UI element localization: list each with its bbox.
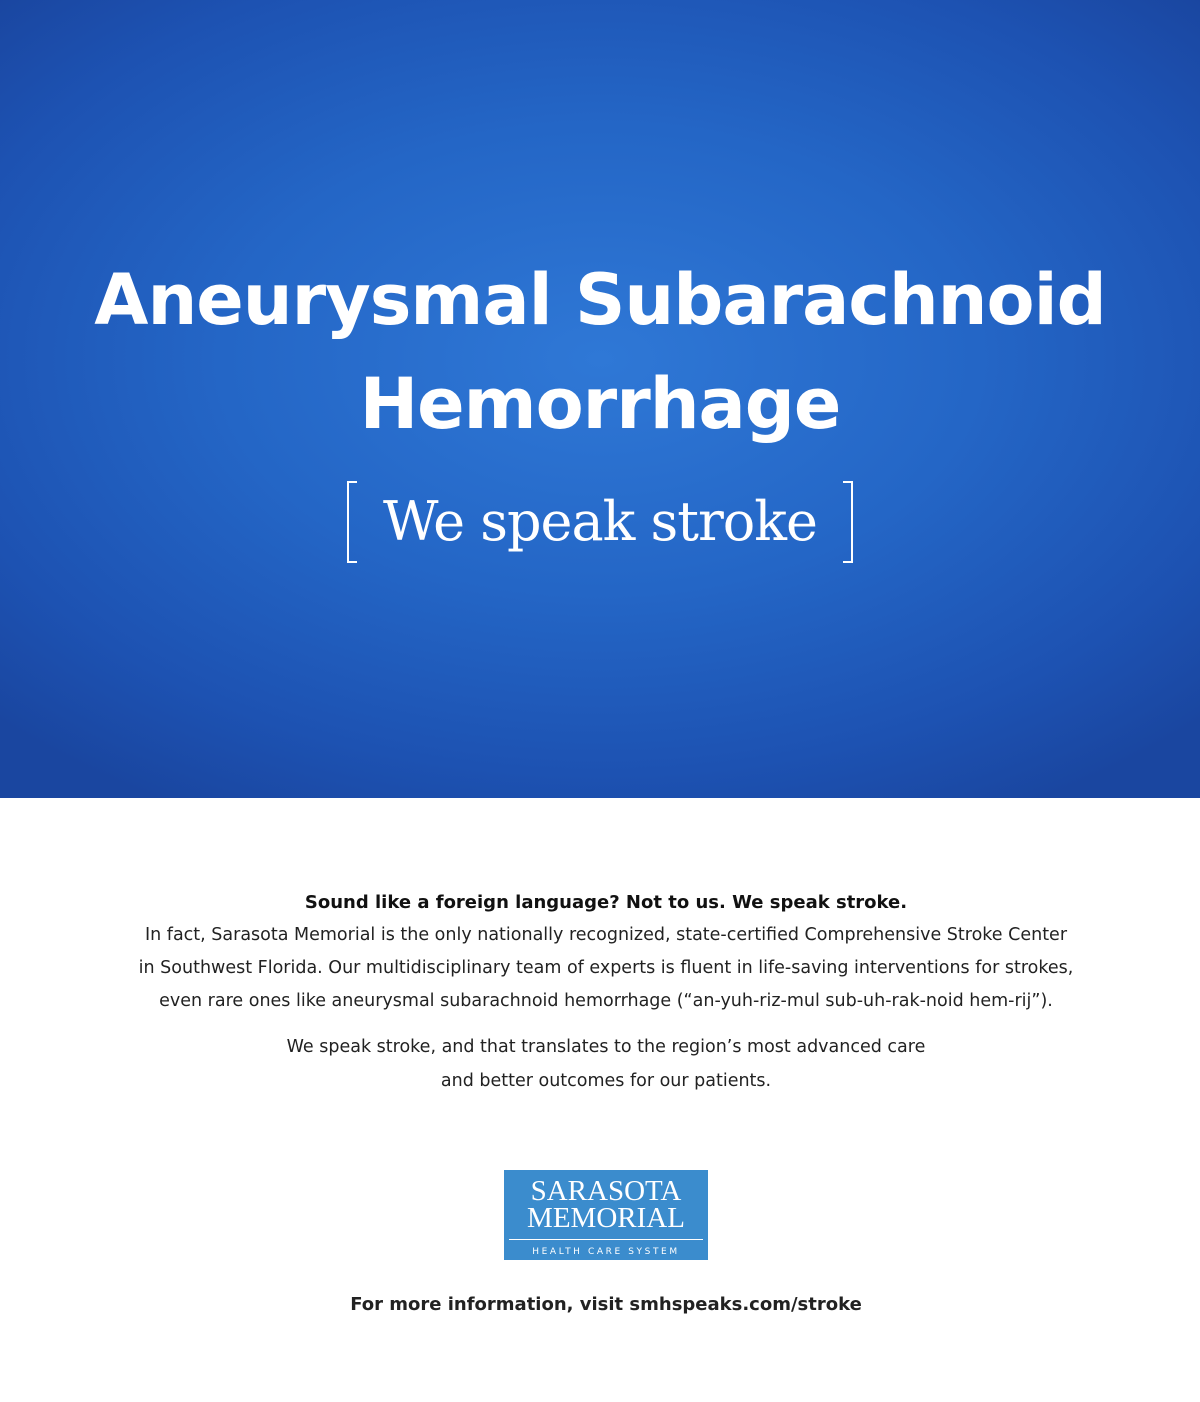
left-bracket-icon xyxy=(347,481,357,563)
headline-line-1: Aneurysmal Subarachnoid xyxy=(94,259,1106,341)
logo-line-2: MEMORIAL xyxy=(527,1202,685,1234)
paragraph-2-line-1: We speak stroke, and that translates to the region’s most advanced care xyxy=(286,1037,926,1057)
paragraph-2-line-2: and better outcomes for our patients. xyxy=(440,1071,772,1091)
paragraph-1-line-3: even rare ones like aneurysmal subarachnoid hemorrhage (“an-yuh-riz-mul sub-uh-rak-noid hem-rij”). xyxy=(159,991,1053,1011)
body-copy xyxy=(100,886,1112,1116)
logo-line-1: SARASOTA xyxy=(530,1175,682,1207)
headline xyxy=(0,248,1200,456)
paragraph-1-line-1: In fact, Sarasota Memorial is the only nationally recognized, state-certified Comprehensive Stroke Center xyxy=(144,925,1068,945)
sarasota-memorial-logo xyxy=(504,1170,708,1260)
paragraph-2 xyxy=(100,1030,1112,1098)
logo-subline: HEALTH CARE SYSTEM xyxy=(532,1247,680,1257)
headline-line-2: Hemorrhage xyxy=(359,363,841,445)
paragraph-1-line-2: in Southwest Florida. Our multidisciplinary team of experts is fluent in life-saving interventions for strokes, xyxy=(138,958,1074,978)
tagline-container xyxy=(0,478,1200,566)
lead-sentence: Sound like a foreign language? Not to us. We speak stroke. xyxy=(304,892,908,913)
tagline: We speak stroke xyxy=(383,490,817,553)
right-bracket-icon xyxy=(843,481,853,563)
footer-info: For more information, visit smhspeaks.com/stroke xyxy=(350,1294,862,1315)
paragraph-1 xyxy=(100,919,1112,1018)
tagline-bracket-box xyxy=(347,480,853,564)
